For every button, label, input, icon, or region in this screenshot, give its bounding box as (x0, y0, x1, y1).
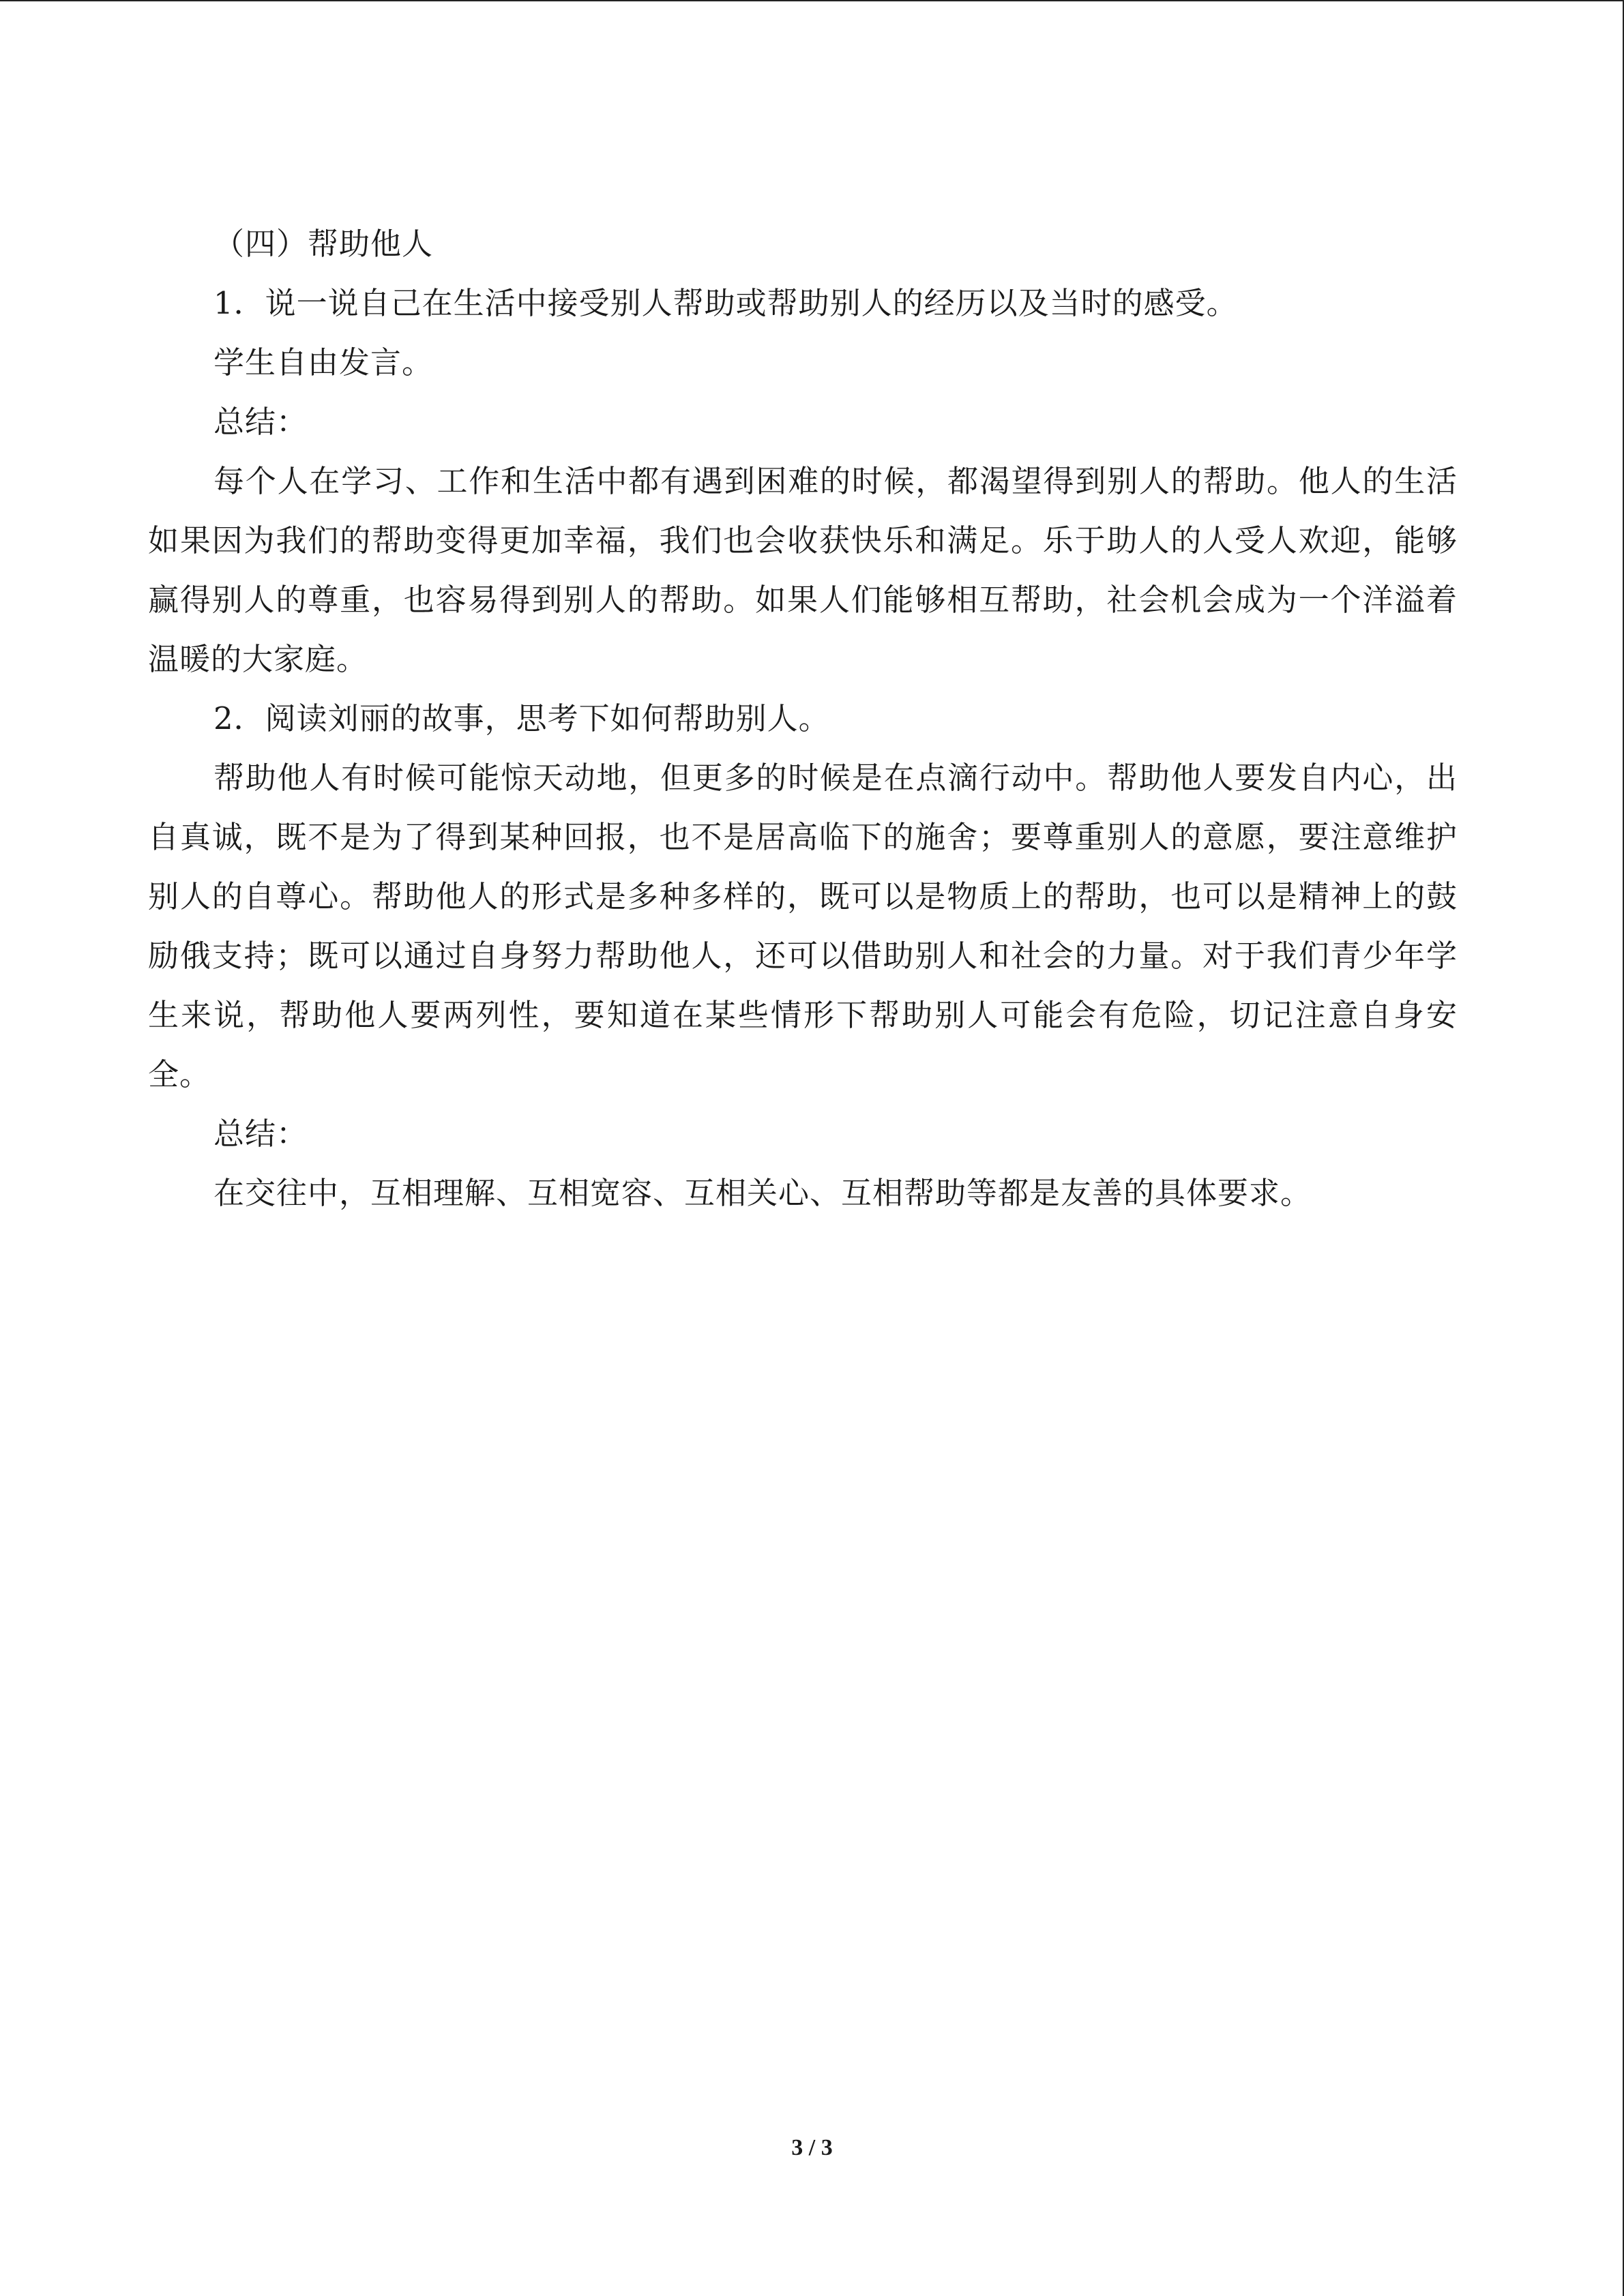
activity-2-prompt: 2．阅读刘丽的故事，思考下如何帮助别人。 (213, 700, 830, 736)
document-body (148, 214, 1458, 1223)
student-response-note: 学生自由发言。 (213, 344, 434, 381)
activity-1-prompt: 1．说一说自己在生活中接受别人帮助或帮助别人的经历以及当时的感受。 (213, 285, 1238, 321)
page-number: 3 / 3 (791, 2135, 833, 2160)
summary-paragraph-1: 每个人在学习、工作和生活中都有遇到困难的时候，都渴望得到别人的帮助。他人的生活如果因为我们的帮助变得更加幸福，我们也会收获快乐和满足。乐于助人的人受人欢迎，能够赢得别人的尊重，也容易得到别人的帮助。如果人们能够相互帮助，社会机会成为一个洋溢着温暖的大家庭。 (148, 463, 1458, 677)
summary-label-1: 总结： (213, 404, 308, 440)
section-heading: （四）帮助他人 (213, 226, 434, 262)
summary-label-2: 总结： (213, 1116, 308, 1152)
helping-others-paragraph: 帮助他人有时候可能惊天动地，但更多的时候是在点滴行动中。帮助他人要发自内心，出自真诚，既不是为了得到某种回报，也不是居高临下的施舍；要尊重别人的意愿，要注意维护别人的自尊心。帮助他人的形式是多种多样的，既可以是物质上的帮助，也可以是精神上的鼓励俄支持；既可以通过自身努力帮助他人，还可以借助别人和社会的力量。对于我们青少年学生来说，帮助他人要两列性，要知道在某些情形下帮助别人可能会有危险，切记注意自身安全。 (148, 760, 1458, 1092)
summary-paragraph-2: 在交往中，互相理解、互相宽容、互相关心、互相帮助等都是友善的具体要求。 (213, 1175, 1312, 1211)
